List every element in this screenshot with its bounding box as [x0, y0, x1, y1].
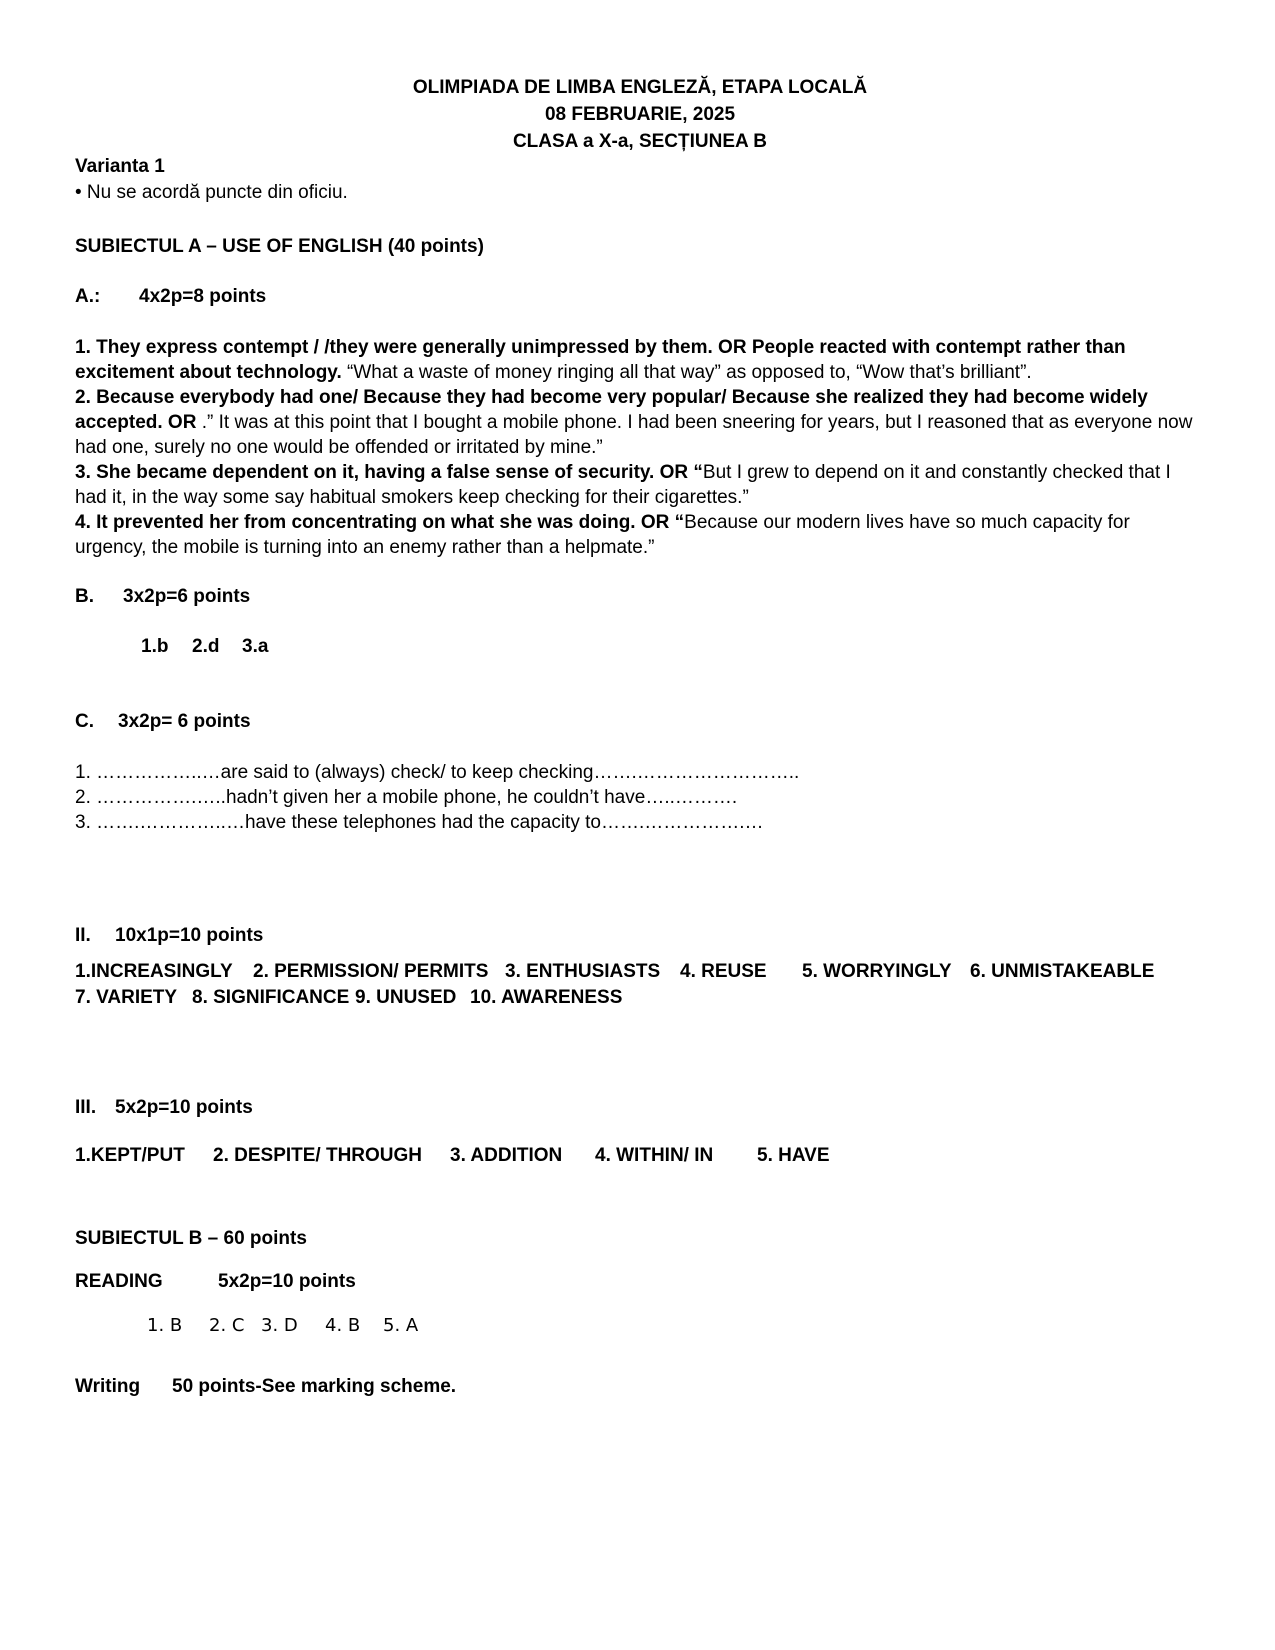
- part-ii-answer-2: 2. PERMISSION/ PERMITS: [253, 961, 489, 982]
- variant-label: Varianta 1: [75, 156, 165, 177]
- part-c-answers: [75, 760, 799, 835]
- part-b-answer-2: 2.d: [192, 636, 220, 657]
- part-ii-label: II.: [75, 925, 91, 946]
- part-iii-answer-3: 3. ADDITION: [450, 1145, 563, 1166]
- part-a-item-2-bold: 2. Because everybody had one/ Because they had become very popular/ Because she realized they had become widely accepted. OR: [75, 387, 1148, 433]
- part-a-label: A.:: [75, 286, 101, 307]
- header-line-1: OLIMPIADA DE LIMBA ENGLEZĂ, ETAPA LOCALĂ: [412, 77, 868, 98]
- writing-label: Writing: [75, 1376, 141, 1397]
- part-b-answer-3: 3.a: [242, 636, 269, 657]
- part-b-label: B.: [75, 586, 94, 607]
- subject-b-title: SUBIECTUL B – 60 points: [75, 1228, 307, 1249]
- part-b-heading: [75, 584, 251, 609]
- header-line-2: 08 FEBRUARIE, 2025: [544, 104, 736, 125]
- part-a-answers: [75, 335, 1205, 560]
- note: • Nu se acordă puncte din oficiu.: [75, 182, 348, 203]
- reading-answer-4: 4. B: [325, 1315, 361, 1336]
- part-c-label: C.: [75, 711, 94, 732]
- part-ii-answer-8: 8. SIGNIFICANCE: [192, 987, 350, 1008]
- reading-answer-1: 1. B: [147, 1315, 183, 1336]
- reading-answer-3: 3. D: [261, 1315, 298, 1336]
- part-ii-answer-3: 3. ENTHUSIASTS: [505, 961, 661, 982]
- part-a-item-4: [75, 510, 1205, 560]
- reading-points: 5x2p=10 points: [218, 1271, 356, 1292]
- part-a-item-1-text: “What a waste of money ringing all that way” as opposed to, “Wow that’s brilliant”.: [341, 362, 1032, 383]
- part-c-heading: [75, 709, 251, 734]
- part-iii-answer-2: 2. DESPITE/ THROUGH: [213, 1145, 423, 1166]
- reading-heading: [75, 1269, 356, 1294]
- part-iii-label: III.: [75, 1097, 97, 1118]
- header: [75, 74, 1205, 155]
- part-c-item-2: 2. …………….…..hadn’t given her a mobile phone, he couldn’t have…..……….: [75, 787, 738, 808]
- header-line-3: CLASA a X-a, SECȚIUNEA B: [512, 131, 768, 152]
- part-iii-points: 5x2p=10 points: [115, 1097, 253, 1118]
- writing-points: 50 points-See marking scheme.: [172, 1376, 457, 1397]
- part-ii-answer-6: 6. UNMISTAKEABLE: [970, 961, 1155, 982]
- part-a-points: 4x2p=8 points: [139, 286, 267, 307]
- part-b-answers: [141, 634, 269, 659]
- part-a-heading: [75, 284, 267, 309]
- part-ii-answers: [75, 959, 1205, 1019]
- subject-a-title: SUBIECTUL A – USE OF ENGLISH (40 points): [75, 236, 484, 257]
- part-a-item-4-text: Because our modern lives have so much capacity for urgency, the mobile is turning into an enemy rather than a helpmate.”: [75, 512, 1130, 558]
- part-ii-answer-4: 4. REUSE: [680, 961, 767, 982]
- part-c-item-3: 3. …….…………..…have these telephones had the capacity to…….…………….…: [75, 812, 764, 833]
- reading-answers: [147, 1314, 467, 1342]
- part-iii-answer-5: 5. HAVE: [757, 1145, 830, 1166]
- part-iii-answer-4: 4. WITHIN/ IN: [595, 1145, 714, 1166]
- part-a-item-2: [75, 385, 1205, 460]
- reading-label: READING: [75, 1271, 163, 1292]
- part-a-item-4-bold: 4. It prevented her from concentrating on what she was doing. OR “: [75, 512, 685, 533]
- part-a-item-2-text: .” It was at this point that I bought a mobile phone. I had been sneering for years, but I reasoned that as everyone now had one, surely no one would be offended or irritated by mine.”: [75, 412, 1193, 458]
- reading-answer-5: 5. A: [383, 1315, 419, 1336]
- part-a-item-1-bold: 1. They express contempt / /they were generally unimpressed by them. OR People reacted with contempt rather than excitement about technology.: [75, 337, 1126, 383]
- writing-heading: [75, 1374, 457, 1399]
- part-a-item-3-text: But I grew to depend on it and constantly checked that I had it, in the way some say habitual smokers keep checking for their cigarettes.”: [75, 462, 1171, 508]
- part-ii-heading: [75, 923, 264, 948]
- part-ii-answer-7: 7. VARIETY: [75, 987, 178, 1008]
- part-b-answer-1: 1.b: [141, 636, 169, 657]
- part-ii-points: 10x1p=10 points: [115, 925, 264, 946]
- part-iii-answer-1: 1.KEPT/PUT: [75, 1145, 185, 1166]
- part-iii-answers: [75, 1143, 1205, 1171]
- part-a-item-1: [75, 335, 1205, 385]
- part-b-points: 3x2p=6 points: [123, 586, 251, 607]
- part-c-item-1: 1. ……………..…are said to (always) check/ to keep checking…….……………………..: [75, 762, 800, 783]
- part-ii-answer-9: 9. UNUSED: [355, 987, 457, 1008]
- part-c-points: 3x2p= 6 points: [118, 711, 251, 732]
- part-ii-answer-5: 5. WORRYINGLY: [802, 961, 952, 982]
- part-ii-answer-10: 10. AWARENESS: [470, 987, 623, 1008]
- part-a-item-3: [75, 460, 1205, 510]
- part-a-item-3-bold: 3. She became dependent on it, having a false sense of security. OR “: [75, 462, 703, 483]
- part-ii-answer-1: 1.INCREASINGLY: [75, 961, 233, 982]
- part-iii-heading: [75, 1095, 253, 1120]
- reading-answer-2: 2. C: [209, 1315, 245, 1336]
